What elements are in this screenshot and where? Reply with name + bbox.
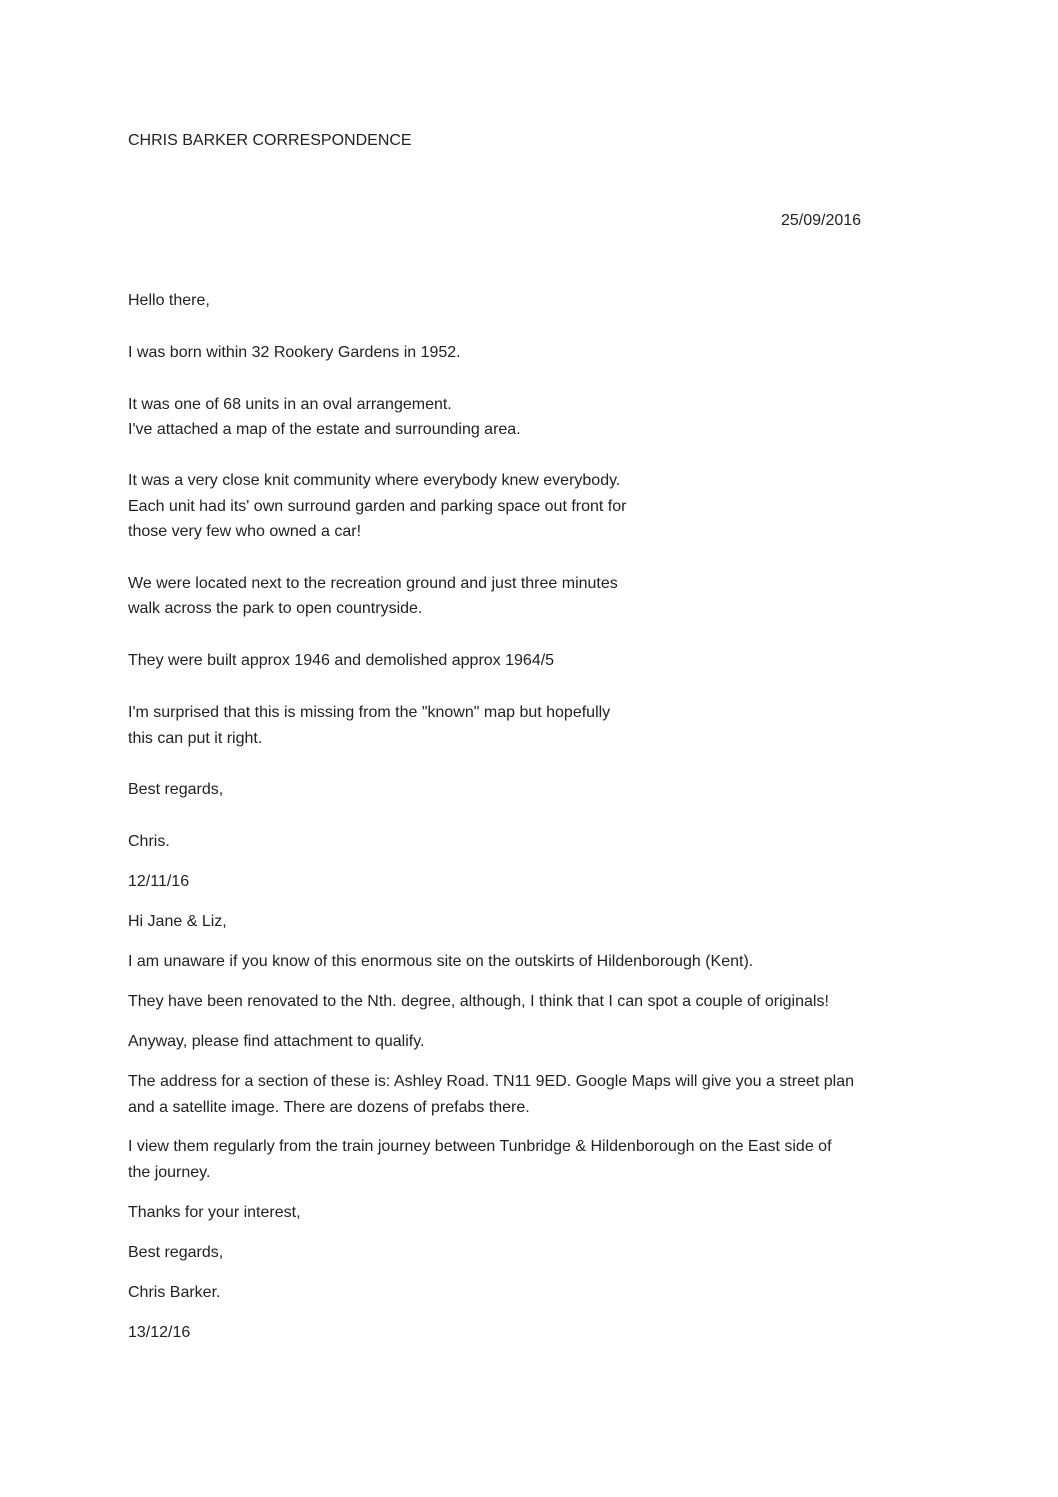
paragraph-line: I view them regularly from the train journey between Tunbridge & Hildenborough on the East side of — [128, 1138, 832, 1155]
paragraph-line: I am unaware if you know of this enormous site on the outskirts of Hildenborough (Kent). — [128, 953, 754, 970]
letter1-greeting: Hello there, — [128, 292, 210, 309]
paragraph-line: They were built approx 1946 and demolished approx 1964/5 — [128, 652, 555, 669]
letter2-greeting: Hi Jane & Liz, — [128, 913, 227, 930]
paragraph-line: Thanks for your interest, — [128, 1204, 301, 1221]
letter1-closing: Best regards, — [128, 781, 224, 798]
paragraph-line: It was one of 68 units in an oval arrangement. — [128, 396, 452, 413]
letter3-date: 13/12/16 — [128, 1324, 191, 1341]
letter2-date: 12/11/16 — [128, 873, 190, 890]
paragraph-line: Each unit had its' own surround garden and parking space out front for — [128, 498, 627, 515]
paragraph-line: It was a very close knit community where everybody knew everybody. — [128, 472, 621, 489]
paragraph-line: Anyway, please find attachment to qualify. — [128, 1033, 425, 1050]
document-title: CHRIS BARKER CORRESPONDENCE — [128, 132, 412, 149]
paragraph-line: We were located next to the recreation ground and just three minutes — [128, 575, 618, 592]
letter1-signature: Chris. — [128, 833, 170, 850]
paragraph-line: walk across the park to open countryside. — [128, 600, 423, 617]
paragraph-line: The address for a section of these is: Ashley Road. TN11 9ED. Google Maps will give you a street plan — [128, 1073, 855, 1090]
paragraph-line: They have been renovated to the Nth. degree, although, I think that I can spot a couple of originals! — [128, 993, 829, 1010]
letter2-signature: Chris Barker. — [128, 1284, 221, 1301]
paragraph-line: and a satellite image. There are dozens of prefabs there. — [128, 1099, 530, 1116]
letter2-closing: Best regards, — [128, 1244, 224, 1261]
paragraph-line: the journey. — [128, 1164, 211, 1181]
paragraph-line: I've attached a map of the estate and surrounding area. — [128, 421, 521, 438]
paragraph-line: I was born within 32 Rookery Gardens in 1952. — [128, 344, 461, 361]
paragraph-line: I'm surprised that this is missing from the "known" map but hopefully — [128, 704, 611, 721]
paragraph-line: those very few who owned a car! — [128, 523, 362, 540]
letter1-date: 25/09/2016 — [781, 212, 862, 229]
paragraph-line: this can put it right. — [128, 730, 263, 747]
